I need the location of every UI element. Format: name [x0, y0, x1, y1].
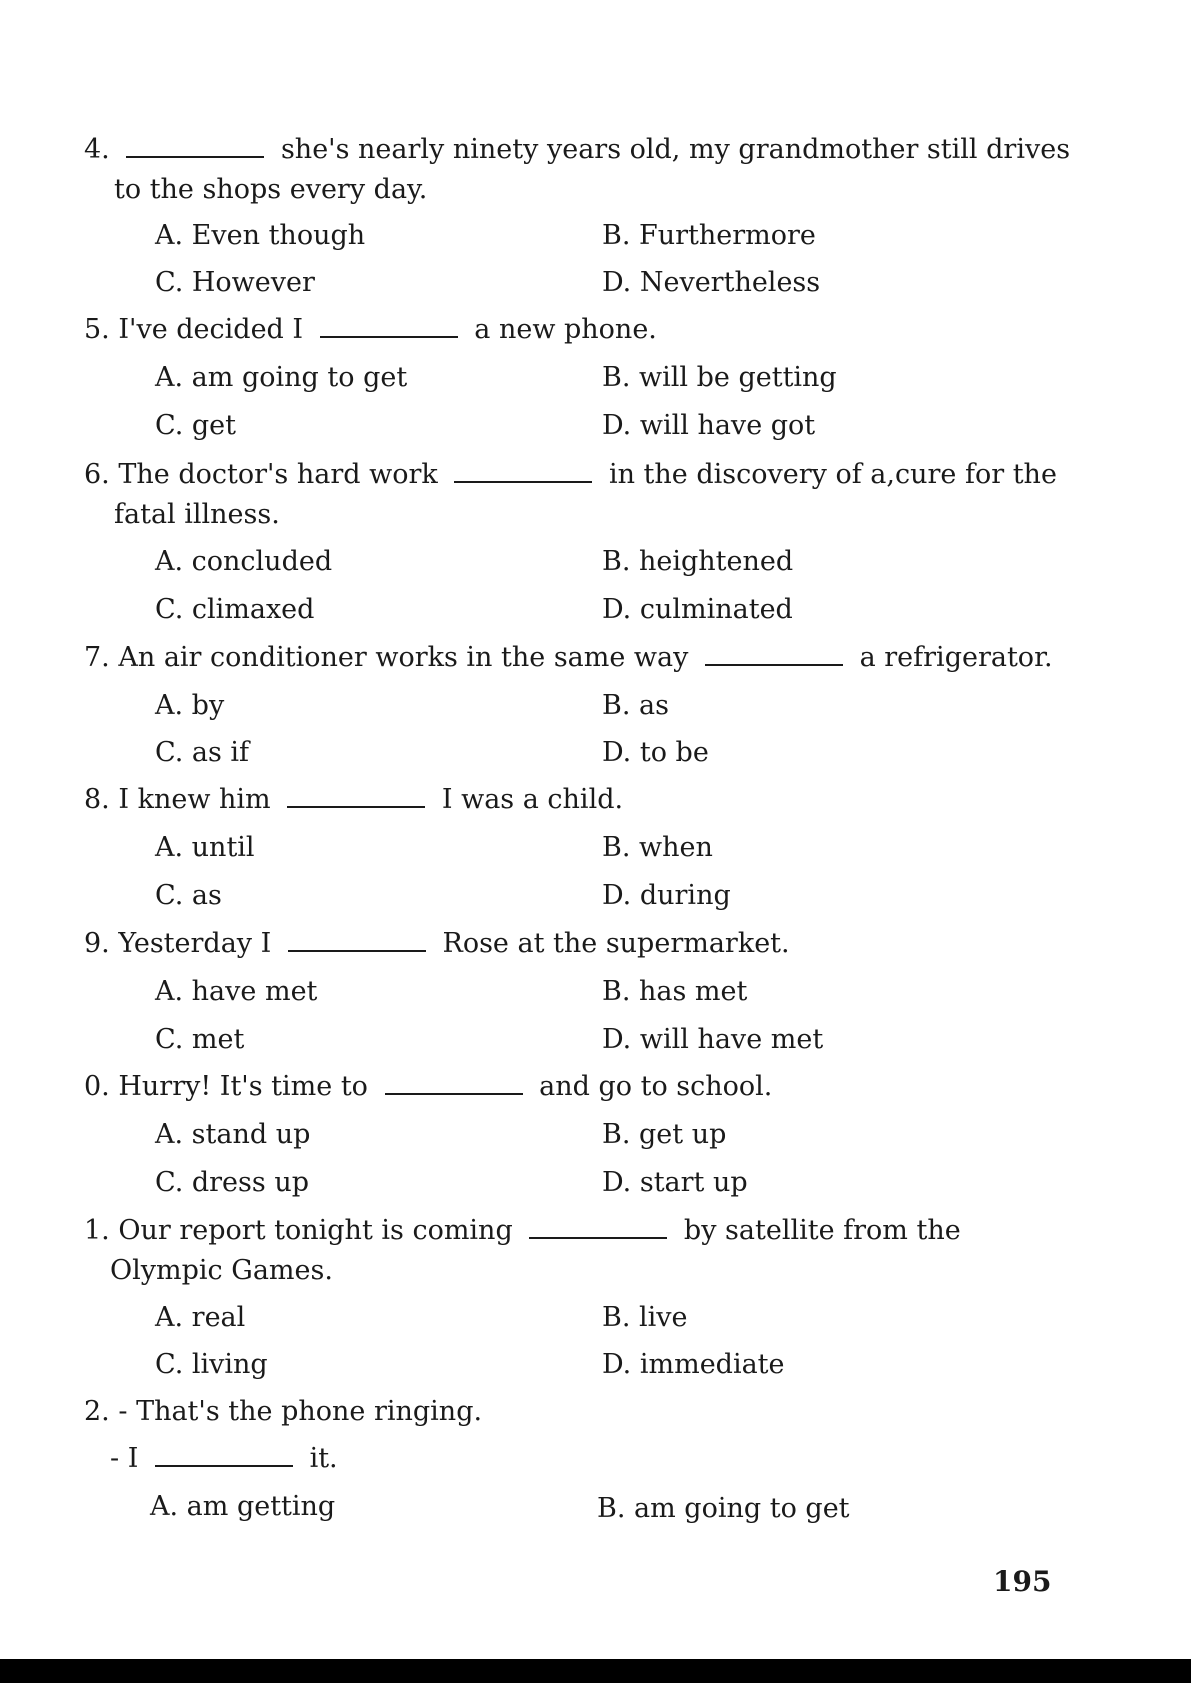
question-text: I've decided I: [118, 314, 304, 345]
answer-blank: [705, 664, 843, 666]
question-text: she's nearly ninety years old, my grandmother still drives: [280, 134, 1071, 165]
question-text: The doctor's hard work: [118, 459, 438, 490]
question-text: in the discovery of a,cure for the: [608, 459, 1057, 490]
answer-blank: [529, 1237, 667, 1239]
option-a: A. until: [155, 832, 255, 863]
answer-blank: [320, 336, 458, 338]
question-6-line-1: [84, 458, 1057, 492]
option-c: C. met: [155, 1024, 245, 1055]
option-c: C. as if: [155, 737, 250, 768]
question-text: and go to school.: [539, 1071, 773, 1102]
question-9-line-1: [84, 927, 790, 961]
option-a: A. am going to get: [155, 362, 408, 393]
answer-blank: [385, 1093, 523, 1095]
question-11-line-2: Olympic Games.: [110, 1255, 333, 1286]
question-number: 4.: [84, 134, 110, 165]
option-d: D. culminated: [602, 594, 793, 625]
question-4-line-2: to the shops every day.: [114, 174, 428, 205]
option-d: D. during: [602, 880, 731, 911]
option-d: D. start up: [602, 1167, 748, 1198]
question-5-line-1: [84, 313, 657, 347]
question-text: I was a child.: [441, 784, 624, 815]
question-number: 7.: [84, 642, 110, 673]
option-a: A. real: [155, 1302, 246, 1333]
question-text: - I: [110, 1443, 139, 1474]
option-b: B. am going to get: [597, 1493, 850, 1524]
question-number: 0.: [84, 1071, 110, 1102]
answer-blank: [126, 156, 264, 158]
option-c: C. However: [155, 267, 315, 298]
question-text: - That's the phone ringing.: [118, 1396, 483, 1427]
option-c: C. as: [155, 880, 222, 911]
option-a: A. stand up: [155, 1119, 311, 1150]
question-text: a refrigerator.: [859, 642, 1053, 673]
option-d: D. immediate: [602, 1349, 785, 1380]
question-10-line-1: [84, 1070, 772, 1104]
question-text: Rose at the supermarket.: [442, 928, 790, 959]
option-a: A. have met: [155, 976, 318, 1007]
scan-bottom-border: [0, 1659, 1191, 1683]
option-d: D. will have got: [602, 410, 816, 441]
question-12-line-1: [84, 1395, 482, 1429]
question-text: it.: [309, 1443, 338, 1474]
question-number: 2.: [84, 1396, 110, 1427]
option-c: C. climaxed: [155, 594, 315, 625]
option-b: B. Furthermore: [602, 220, 816, 251]
question-text: Hurry! It's time to: [118, 1071, 368, 1102]
question-text: An air conditioner works in the same way: [118, 642, 689, 673]
option-b: B. get up: [602, 1119, 727, 1150]
question-text: a new phone.: [474, 314, 657, 345]
option-b: B. heightened: [602, 546, 794, 577]
question-7-line-1: [84, 641, 1053, 675]
question-12-line-2: [110, 1442, 338, 1476]
option-a: A. concluded: [155, 546, 333, 577]
question-text: I knew him: [118, 784, 271, 815]
question-6-line-2: fatal illness.: [114, 499, 280, 530]
option-d: D. will have met: [602, 1024, 824, 1055]
question-number: 9.: [84, 928, 110, 959]
option-b: B. will be getting: [602, 362, 837, 393]
answer-blank: [155, 1465, 293, 1467]
question-8-line-1: [84, 783, 623, 817]
page-number: 195: [993, 1565, 1052, 1598]
option-b: B. when: [602, 832, 713, 863]
option-a: A. by: [155, 690, 225, 721]
option-a: A. Even though: [155, 220, 366, 251]
question-number: 5.: [84, 314, 110, 345]
option-b: B. has met: [602, 976, 748, 1007]
question-number: 1.: [84, 1215, 110, 1246]
option-c: C. dress up: [155, 1167, 309, 1198]
option-b: B. as: [602, 690, 669, 721]
answer-blank: [288, 950, 426, 952]
option-c: C. get: [155, 410, 236, 441]
option-d: D. to be: [602, 737, 709, 768]
option-c: C. living: [155, 1349, 268, 1380]
question-number: 8.: [84, 784, 110, 815]
question-text: by satellite from the: [683, 1215, 961, 1246]
option-a: A. am getting: [150, 1491, 336, 1522]
option-b: B. live: [602, 1302, 688, 1333]
option-d: D. Nevertheless: [602, 267, 821, 298]
question-text: Our report tonight is coming: [118, 1215, 513, 1246]
answer-blank: [454, 481, 592, 483]
question-number: 6.: [84, 459, 110, 490]
answer-blank: [287, 806, 425, 808]
question-4-line-1: [84, 133, 1070, 167]
question-11-line-1: [84, 1214, 961, 1248]
question-text: Yesterday I: [118, 928, 272, 959]
